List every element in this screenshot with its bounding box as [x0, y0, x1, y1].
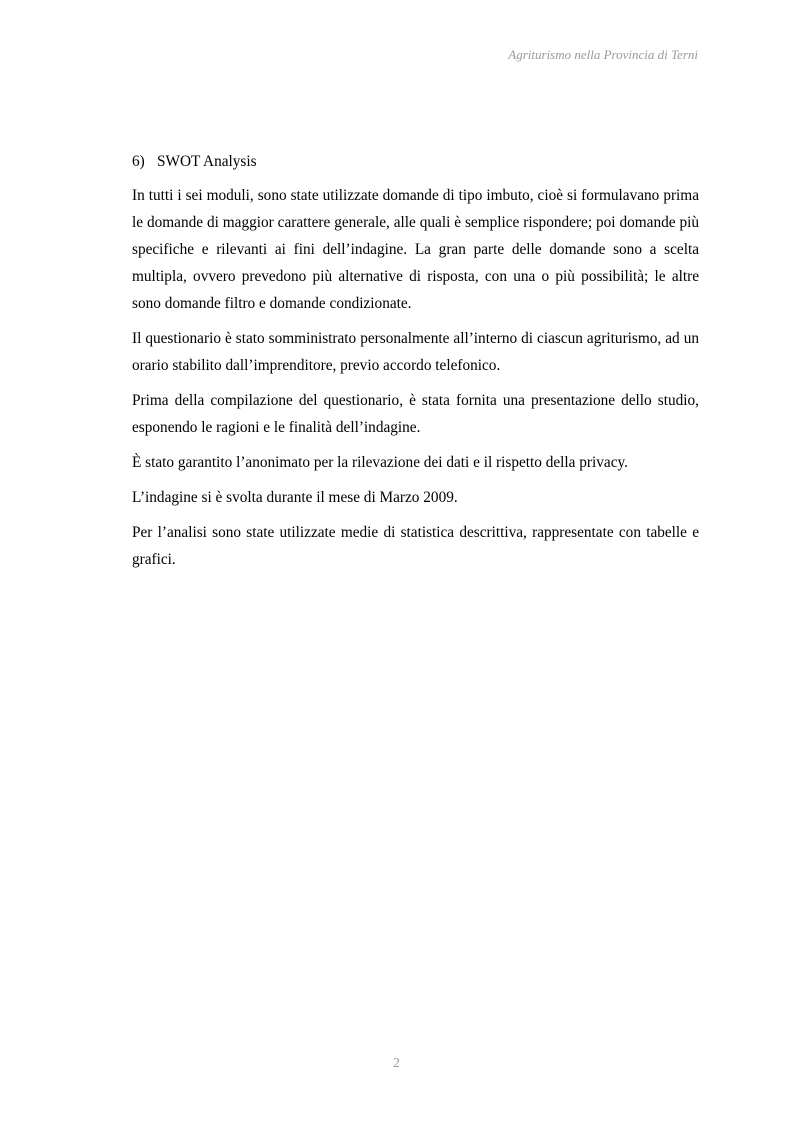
paragraph-presentation: Prima della compilazione del questionario, è stata fornita una presentazione dello studio, esponendo le ragioni e le finalità dell’indagine.: [132, 392, 699, 436]
paragraph-question-types: In tutti i sei moduli, sono state utilizzate domande di tipo imbuto, cioè si formulavano prima le domande di maggior carattere generale, alle quali è semplice rispondere; poi domande più specifiche e rilevanti ai fini dell’indagine. La gran parte delle domande sono a scelta multipla, ovvero prevedono più alternative di risposta, con una o più possibilità; le altre sono domande filtro e domande condizionate.: [132, 187, 699, 312]
page-number: 2: [393, 1056, 400, 1071]
document-body: [132, 148, 699, 581]
list-item-number: 6): [132, 153, 145, 170]
paragraph-anonymity: È stato garantito l’anonimato per la rilevazione dei dati e il rispetto della privacy.: [132, 454, 628, 471]
list-item-text: SWOT Analysis: [157, 153, 257, 170]
paragraph-survey-period: L’indagine si è svolta durante il mese di Marzo 2009.: [132, 489, 458, 506]
list-item-swot: [132, 148, 699, 175]
paragraph-analysis: Per l’analisi sono state utilizzate medie di statistica descrittiva, rappresentate con tabelle e grafici.: [132, 524, 699, 568]
running-header: Agriturismo nella Provincia di Terni: [508, 47, 698, 62]
paragraph-administration: Il questionario è stato somministrato personalmente all’interno di ciascun agriturismo, ad un orario stabilito dall’imprenditore, previo accordo telefonico.: [132, 330, 699, 374]
